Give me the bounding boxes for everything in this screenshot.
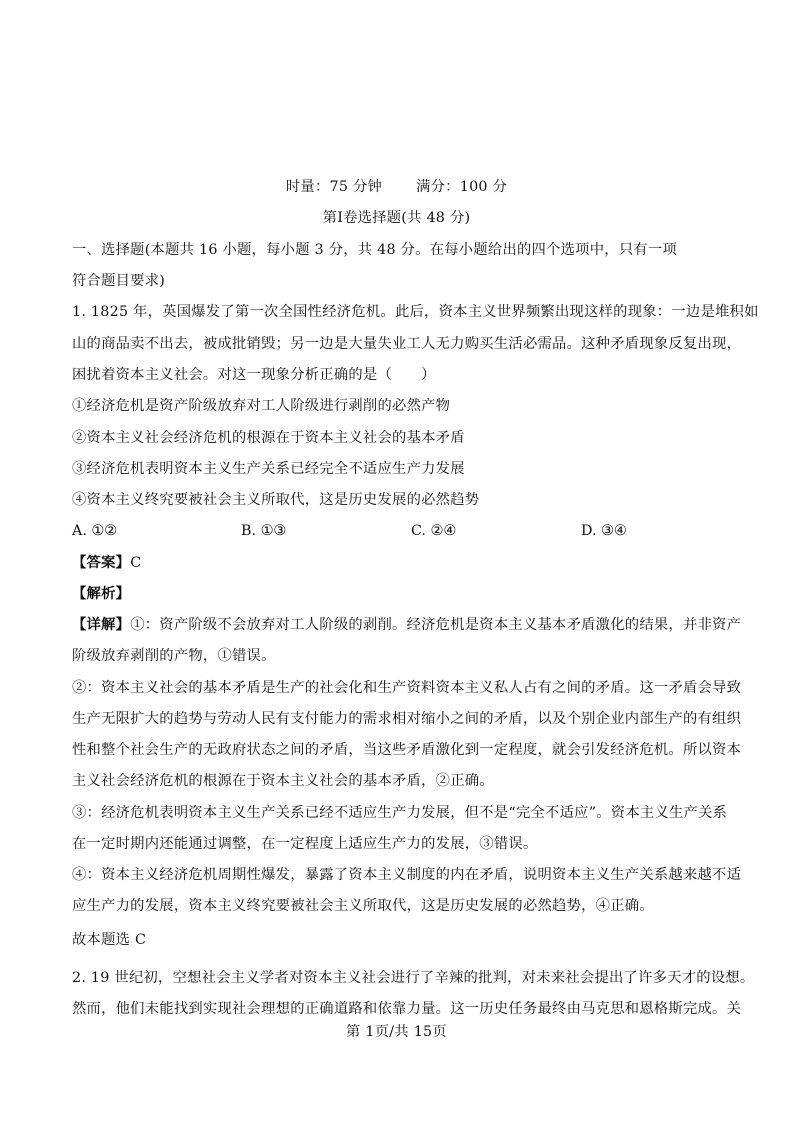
- statement: ①经济危机是资产阶级放弃对工人阶级进行剥削的必然产物: [72, 398, 451, 414]
- answer-line: [72, 553, 141, 573]
- detail-line: 生产无限扩大的趋势与劳动人民有支付能力的需求相对缩小之间的矛盾，以及个别企业内部生产的有组织: [72, 711, 742, 727]
- detail-line: ②：资本主义社会的基本矛盾是生产的社会化和生产资料资本主义私人占有之间的矛盾。这一矛盾会导致: [72, 680, 742, 696]
- statement: ③经济危机表明资本主义生产关系已经完全不适应生产力发展: [72, 461, 465, 477]
- question-stem-line: 困扰着资本主义社会。对这一现象分析正确的是（ ）: [72, 367, 436, 383]
- detail-line: 应生产力的发展，资本主义终究要被社会主义所取代，这是历史发展的必然趋势，④正确。: [72, 898, 654, 914]
- time-label: 时量：75 分钟: [285, 179, 383, 195]
- question-stem-line: 然而，他们未能找到实现社会理想的正确道路和依靠力量。这一历史任务最终由马克思和恩格斯完成。关: [72, 1001, 742, 1017]
- detail-line: ④：资本主义经济危机周期性爆发，暴露了资本主义制度的内在矛盾，说明资本主义生产关系越来越不适: [72, 867, 742, 883]
- detail-line: ③：经济危机表明资本主义生产关系已经不适应生产力发展，但不是“完全不适应”。资本主义生产关系: [72, 805, 728, 821]
- section-title: 第Ⅰ卷选择题(共 48 分): [322, 210, 471, 226]
- score-label: 满分：100 分: [416, 179, 508, 195]
- option-b: B. ①③: [241, 523, 287, 539]
- statement: ②资本主义社会经济危机的根源在于资本主义社会的基本矛盾: [72, 430, 465, 446]
- question-stem-line: 1. 1825 年，英国爆发了第一次全国性经济危机。此后，资本主义世界频繁出现这样的现象：一边是堆积如: [72, 304, 759, 320]
- exam-time-and-score: [0, 177, 793, 197]
- detail-line: 性和整个社会生产的无政府状态之间的矛盾，当这些矛盾激化到一定程度，就会引发经济危机。所以资本: [72, 742, 742, 758]
- detail-line: 在一定时期内还能通过调整，在一定程度上适应生产力的发展，③错误。: [72, 836, 538, 852]
- analysis-tag: [72, 584, 130, 604]
- answer-tag: 【答案】: [72, 555, 131, 571]
- detail-text: ①：资产阶级不会放弃对工人阶级的剥削。经济危机是资本主义基本矛盾激化的结果，并非资产: [130, 617, 742, 633]
- option-c: C. ②④: [411, 523, 457, 539]
- detail-tag: 【详解】: [72, 617, 131, 633]
- answer-value: C: [130, 555, 142, 571]
- statement: ④资本主义终究要被社会主义所取代，这是历史发展的必然趋势: [72, 492, 480, 508]
- option-d: D. ③④: [581, 523, 627, 539]
- detail-line: [72, 615, 741, 635]
- question-stem-line: 山的商品卖不出去，被成批销毁；另一边是大量失业工人无力购买生活必需品。这种矛盾现象反复出现，: [72, 336, 742, 352]
- instructions-line: 一、选择题(本题共 16 小题，每小题 3 分，共 48 分。在每小题给出的四个选项中，只有一项: [72, 242, 678, 258]
- question-stem-line: 2. 19 世纪初，空想社会主义学者对资本主义社会进行了辛辣的批判，对未来社会提出了许多天才的设想。: [72, 970, 755, 986]
- conclusion: 故本题选 C: [72, 932, 147, 948]
- option-a: A. ①②: [72, 523, 118, 539]
- detail-line: 主义社会经济危机的根源在于资本主义社会的基本矛盾，②正确。: [72, 773, 494, 789]
- instructions-line: 符合题目要求): [72, 273, 166, 289]
- analysis-tag-text: 【解析】: [72, 586, 131, 602]
- detail-line: 阶级放弃剥削的产物，①错误。: [72, 648, 276, 664]
- page-footer: 第 1页/共 15页: [346, 1024, 447, 1040]
